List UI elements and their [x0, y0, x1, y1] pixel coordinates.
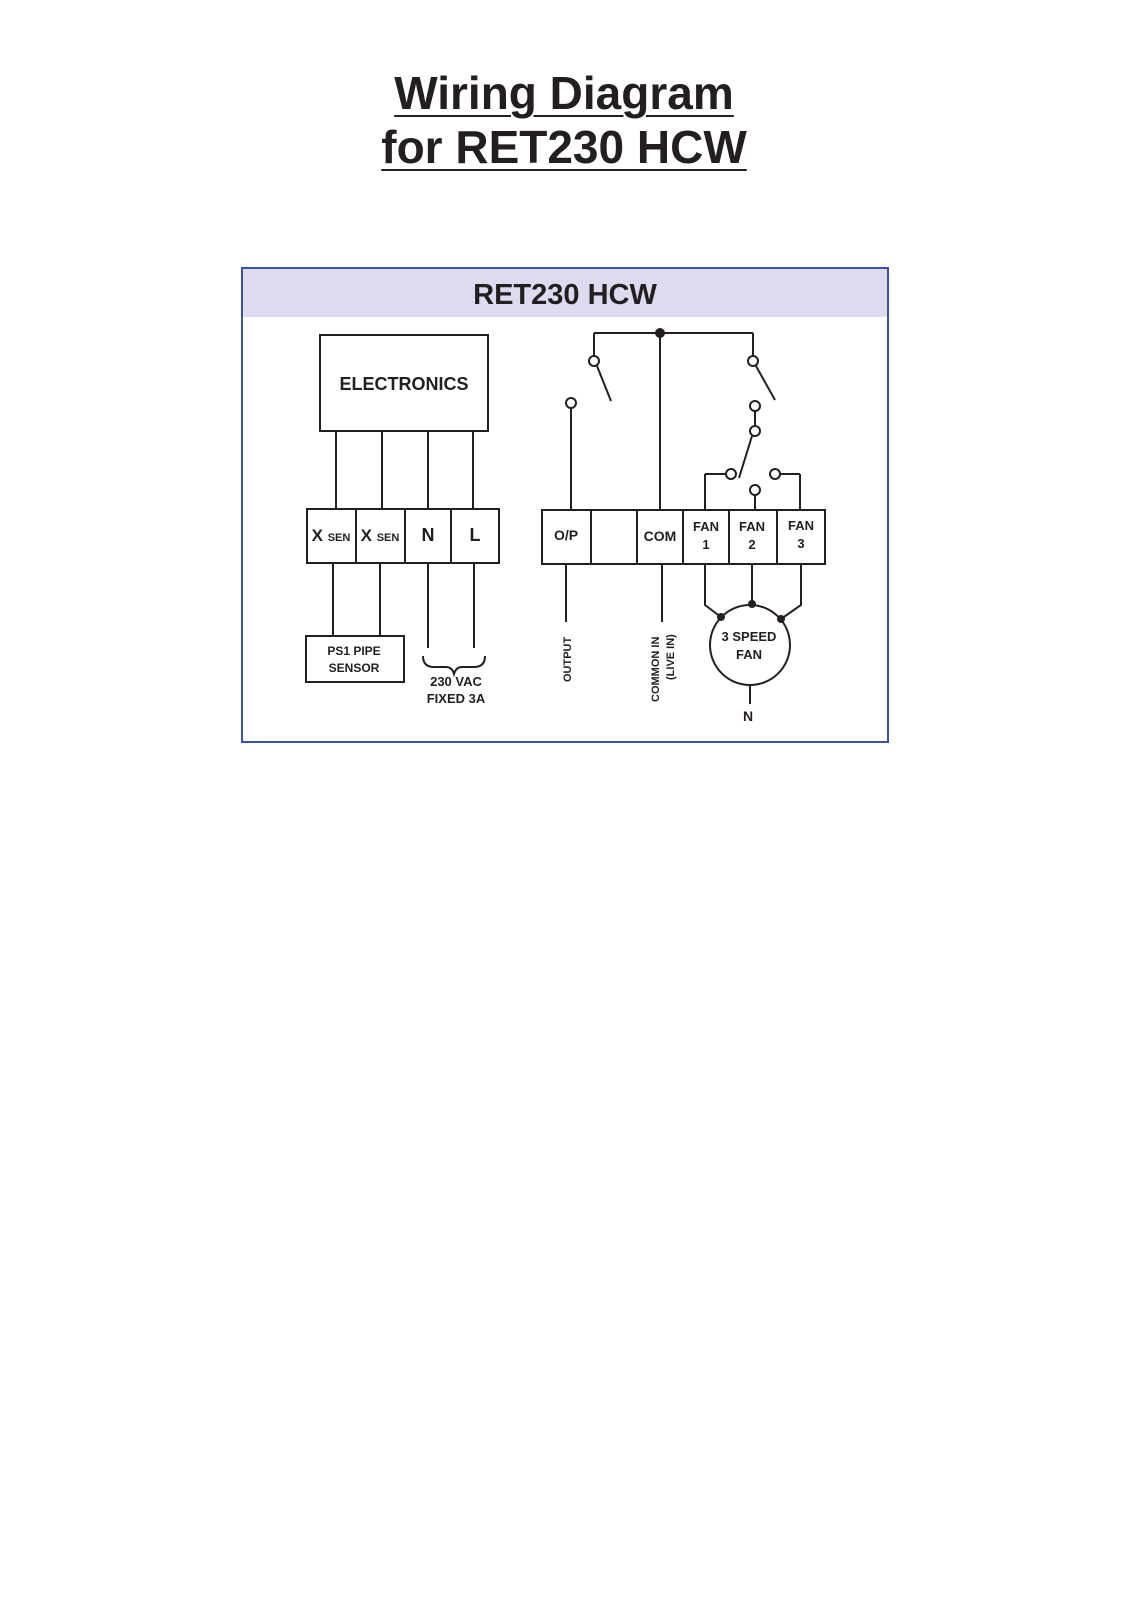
fan-neutral-label: N	[742, 708, 754, 724]
electronics-label: ELECTRONICS	[339, 374, 469, 394]
sensor-label-line1: PS1 PIPE	[327, 644, 381, 658]
title-line-2: for RET230 HCW	[381, 121, 747, 173]
terminal-x-sen-2: X SEN	[360, 526, 400, 545]
output-label: OUTPUT	[562, 636, 574, 682]
switch-contact	[748, 356, 758, 366]
junction-dot	[717, 613, 725, 621]
terminal-x-sen-1: X SEN	[311, 526, 351, 545]
live-in-label: (LIVE IN)	[665, 634, 677, 680]
terminal-l: L	[469, 525, 481, 545]
switch-contact	[750, 401, 760, 411]
common-in-label: COMMON IN	[650, 636, 662, 702]
fan-label-line2: FAN	[736, 647, 762, 662]
terminal-fan1-label: FAN	[693, 519, 719, 534]
supply-label-line1: 230 VAC	[430, 674, 482, 689]
terminal-op: O/P	[553, 527, 579, 543]
title-line-1: Wiring Diagram	[394, 67, 734, 119]
switch-contact	[770, 469, 780, 479]
fan-label-line1: 3 SPEED	[721, 629, 777, 644]
terminal-com: COM	[643, 528, 677, 544]
terminal-fan2-number: 2	[748, 537, 756, 552]
junction-dot	[748, 600, 756, 608]
junction-dot	[655, 328, 665, 338]
terminal-fan3-label: FAN	[788, 518, 814, 533]
panel-header: RET230 HCW	[473, 279, 657, 311]
terminal-n: N	[421, 525, 435, 545]
sensor-label-line2: SENSOR	[328, 661, 380, 675]
terminal-fan1-number: 1	[702, 537, 710, 552]
switch-contact	[566, 398, 576, 408]
switch-contact	[750, 426, 760, 436]
terminal-fan2-label: FAN	[739, 519, 765, 534]
terminal-fan3-number: 3	[797, 536, 805, 551]
supply-label-line2: FIXED 3A	[426, 691, 486, 706]
switch-contact	[589, 356, 599, 366]
switch-contact	[750, 485, 760, 495]
junction-dot	[777, 615, 785, 623]
switch-contact	[726, 469, 736, 479]
